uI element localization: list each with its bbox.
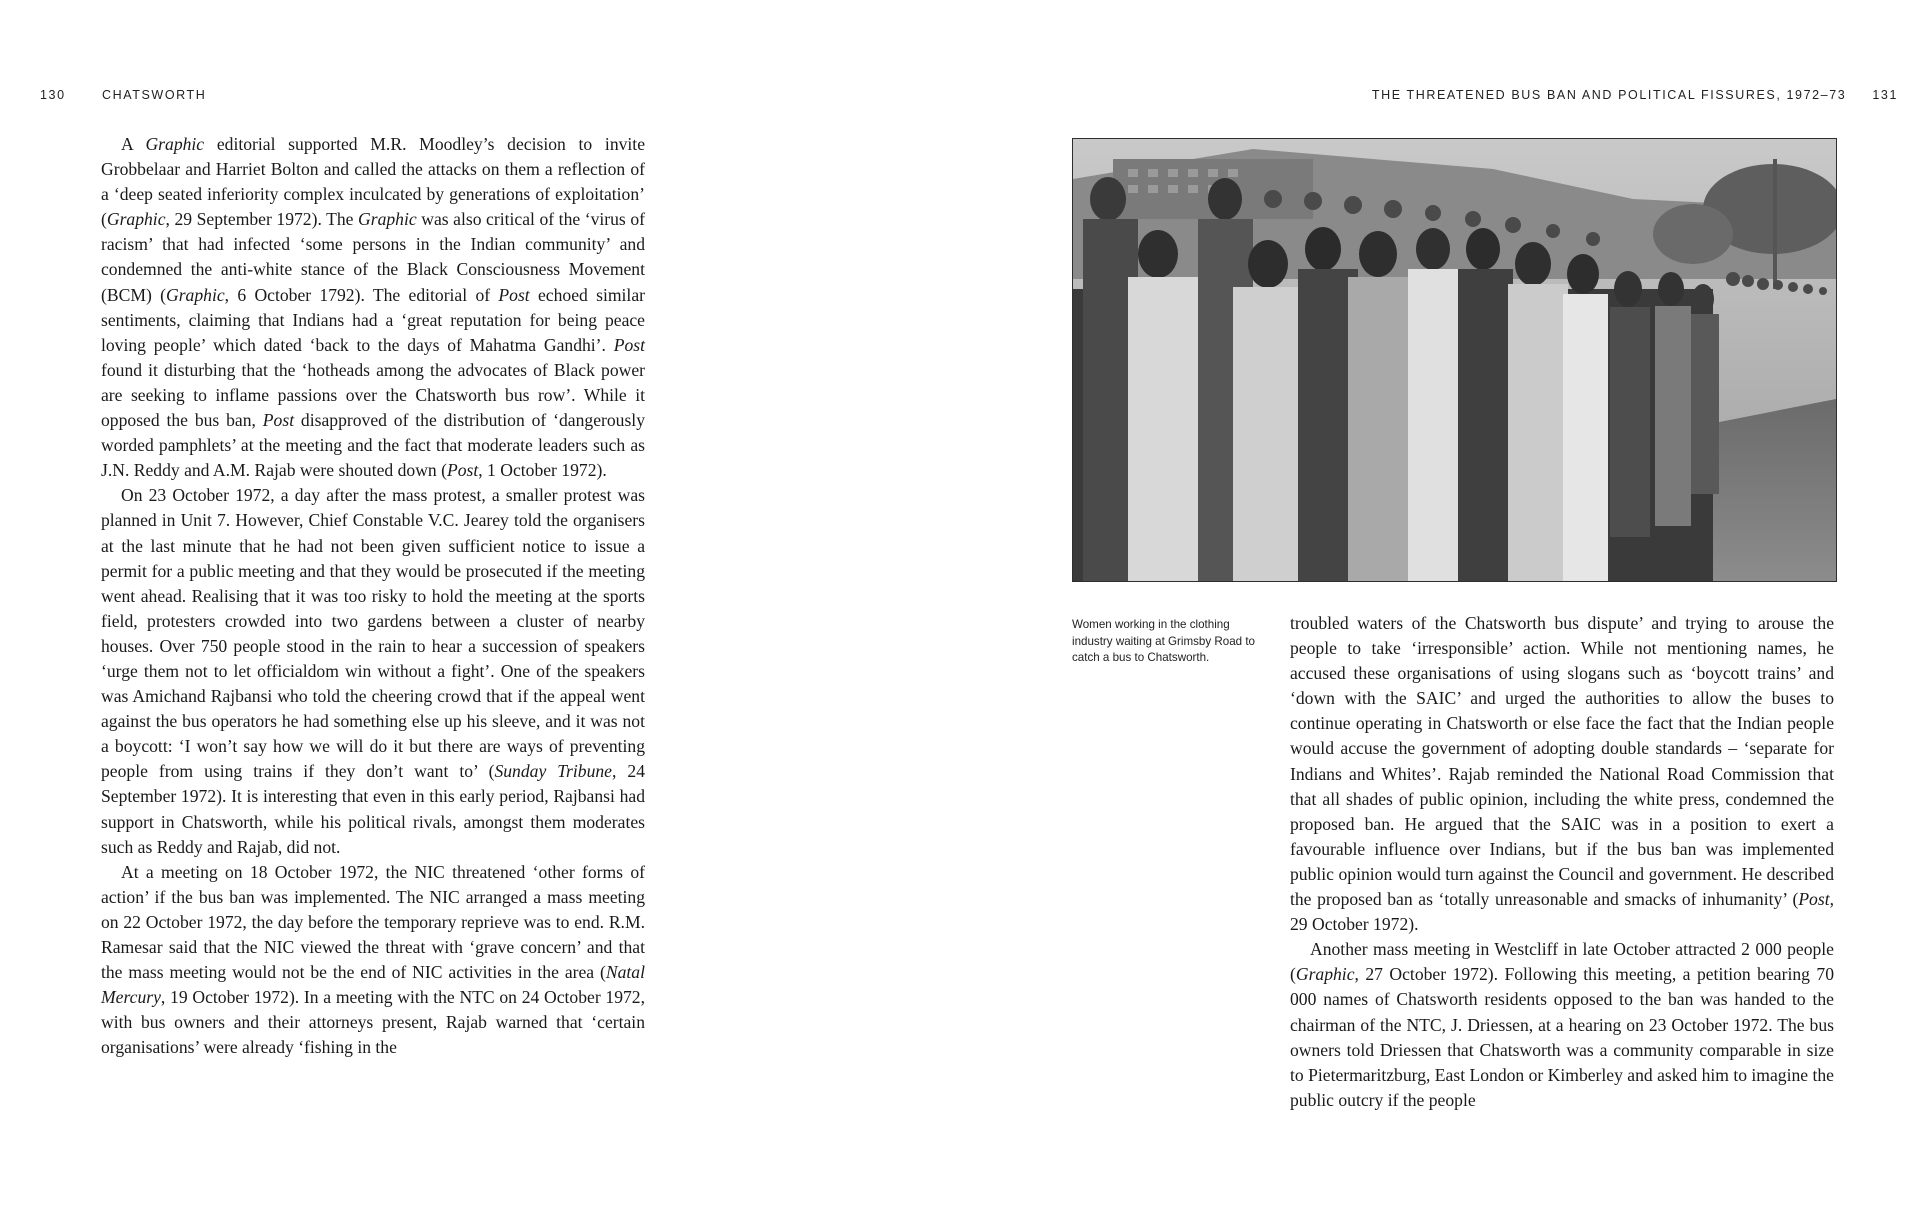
right-paragraph-2: Another mass meeting in Westcliff in late October attracted 2 000 people (Graphic, 27 October 1972). Following this meeting, a petition bearing 70 000 names of Chatsworth residents opposed to the ban was handed to the chairman of the NTC, J. Driessen, at a hearing on 23 October 1972. The bus owners told Driessen that Chatsworth was a community comparable in size to Pietermaritzburg, East London or Kimberley and asked him to imagine the public outcry if the people	[1290, 939, 1834, 1110]
right-running-title: THE THREATENED BUS BAN AND POLITICAL FISSURES, 1972–73	[1371, 88, 1847, 102]
left-page-number: 130	[40, 88, 66, 102]
right-body-column	[1290, 611, 1834, 1113]
italic-title: Post	[262, 410, 295, 431]
crowd-photograph	[1072, 138, 1837, 582]
photo-caption: Women working in the clothing industry waiting at Grimsby Road to catch a bus to Chatsworth.	[1072, 618, 1255, 665]
italic-title: Post	[498, 284, 530, 305]
right-paragraph-1: troubled waters of the Chatsworth bus dispute’ and trying to arouse the people to take ‘irresponsible’ action. While not mentioning names, he accused these organisations of using slogans such as ‘boycott trains’ and ‘down with the SAIC’ and urged the authorities to allow the buses to continue operating in Chatsworth or else face the fact that the Indian people would accuse the government of adopting double standards – ‘separate for Indians and Whites’. Rajab reminded the National Road Commission that that all shades of public opinion, including the white press, condemned the proposed ban. He argued that the SAIC was in a position to exert a favourable influence over Indians, but if the bus ban was implemented public opinion would turn against the Council and government. He described the proposed ban as ‘totally unreasonable and smacks of inhumanity’ (Post, 29 October 1972).	[1290, 613, 1834, 935]
left-running-head	[40, 88, 206, 102]
left-running-title: CHATSWORTH	[102, 88, 207, 102]
italic-title: Graphic	[1295, 964, 1355, 985]
right-page-number: 131	[1872, 88, 1898, 102]
italic-title: Graphic	[166, 284, 225, 305]
left-paragraph-2: On 23 October 1972, a day after the mass protest, a smaller protest was planned in Unit 7. However, Chief Constable V.C. Jearey told the organisers at the last minute that he had not been given sufficient notice to issue a permit for a public meeting and that they would be prosecuted if the meeting went ahead. Realising that it was too risky to hold the meeting at the sports field, protesters crowded into two gardens between a cluster of nearby houses. Over 750 people stood in the rain to hear a succession of speakers ‘urge them not to let officialdom win without a fight’. One of the speakers was Amichand Rajbansi who told the cheering crowd that if the appeal went against the bus operators he had something else up his sleeve, and it was not a boycott: ‘I won’t say how we will do it but there are ways of preventing people from using trains if they don’t want to’ (Sunday Tribune, 24 September 1972). It is interesting that even in this early period, Rajbansi had support in Chatsworth, while his political rivals, amongst them moderates such as Reddy and Rajab, did not.	[101, 485, 645, 857]
italic-title: Natal Mercury	[101, 962, 645, 1008]
italic-title: Post	[1798, 889, 1830, 910]
italic-title: Post	[613, 334, 645, 355]
italic-title: Graphic	[145, 134, 205, 154]
italic-title: Graphic	[358, 209, 417, 230]
italic-title: Post	[446, 460, 479, 481]
left-body-column	[101, 132, 645, 1060]
left-paragraph-3: At a meeting on 18 October 1972, the NIC threatened ‘other forms of action’ if the bus ban was implemented. The NIC arranged a mass meeting on 22 October 1972, the day before the temporary reprieve was to end. R.M. Ramesar said that the NIC viewed the threat with ‘grave concern’ and that the mass meeting would not be the end of NIC activities in the area (Natal Mercury, 19 October 1972). In a meeting with the NTC on 24 October 1972, with bus owners and their attorneys present, Rajab warned that ‘certain organisations’ were already ‘fishing in the	[101, 861, 645, 1058]
italic-title: Graphic	[106, 209, 166, 230]
right-running-head	[1372, 88, 1898, 102]
left-paragraph-1: A Graphic editorial supported M.R. Moodley’s decision to invite Grobbelaar and Harriet Bolton and called the attacks on them a reflection of a ‘deep seated inferiority complex inculcated by generations of exploitation’ (Graphic, 29 September 1972). The Graphic was also critical of the ‘virus of racism’ that had infected ‘some persons in the Indian community’ and condemned the anti-white stance of the Black Consciousness Movement (BCM) (Graphic, 6 October 1792). The editorial of Post echoed similar sentiments, claiming that Indians had a ‘great reputation for being peace loving people’ which dated ‘back to the days of Mahatma Gandhi’. Post found it disturbing that the ‘hotheads among the advocates of Black power are seeking to inflame passions over the Chatsworth bus row’. While it opposed the bus ban, Post disapproved of the distribution of ‘dangerously worded pamphlets’ at the meeting and the fact that moderate leaders such as J.N. Reddy and A.M. Rajab were shouted down (Post, 1 October 1972).	[101, 134, 646, 481]
italic-title: Sunday Tribune	[494, 761, 612, 782]
